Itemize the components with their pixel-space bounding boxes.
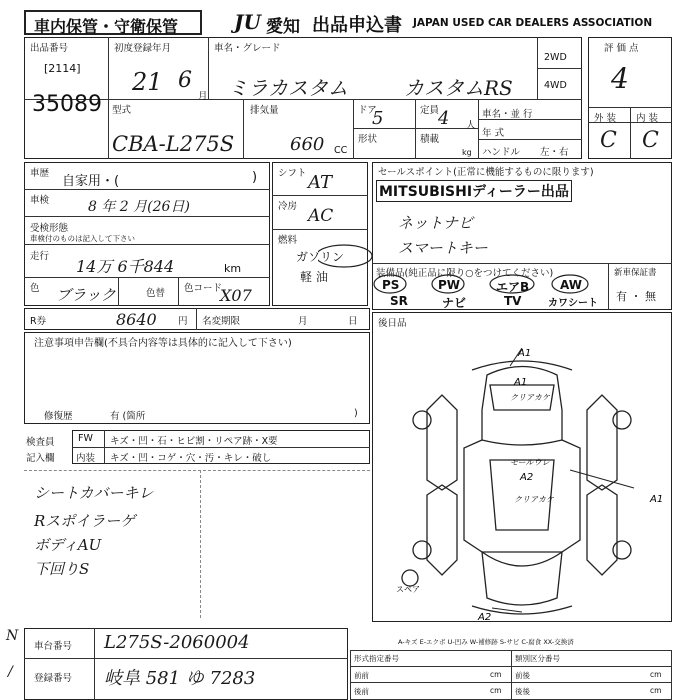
note-2: Rスポイラーゲ xyxy=(34,512,136,530)
receive-note: 車検付のものは記入して下さい xyxy=(30,234,135,243)
plate-value: 岐阜 581 ゆ 7283 xyxy=(104,668,256,689)
name-change-label: 名変期限 xyxy=(202,316,241,327)
repair-value: 有 (箇所 xyxy=(110,411,146,422)
repair-label: 修復歴 xyxy=(44,411,73,422)
first-reg-year: 21 xyxy=(132,68,163,96)
model-value: CBA-L275S xyxy=(112,132,235,156)
yen-unit: 円 xyxy=(178,316,188,327)
tax-label: R券 xyxy=(30,316,47,327)
model-year-label: 年 式 xyxy=(482,128,505,139)
equip-sr: SR xyxy=(390,294,408,308)
ac-label: 冷房 xyxy=(278,201,298,212)
selling-title: セールスポイント(正常に機能するものに限ります) xyxy=(378,167,594,178)
displacement-value: 660 xyxy=(290,134,325,155)
score-value: 4 xyxy=(611,62,629,95)
equip-ps: PS xyxy=(382,278,400,292)
mileage-label: 走行 xyxy=(30,251,50,262)
model-label: 型式 xyxy=(112,105,132,116)
mileage-value: 14万 6千844 xyxy=(76,257,175,276)
doors-value: 5 xyxy=(372,108,384,129)
fuel-circle xyxy=(318,242,378,272)
fuel-light: 軽 油 xyxy=(300,270,328,284)
cm-unit-1: cm xyxy=(490,670,502,679)
inspector-row1-text: キズ・凹・石・ヒビ割・リペア跡・X要 xyxy=(110,436,278,447)
storage-badge xyxy=(24,10,202,35)
dealer-note: MITSUBISHIディーラー出品 xyxy=(376,180,572,202)
lot-number: 35089 xyxy=(32,92,102,117)
equip-pw: PW xyxy=(438,278,461,292)
color-value: ブラック xyxy=(56,286,116,304)
doors-label: ドア xyxy=(358,105,377,116)
note-1: シートカバーキレ xyxy=(34,484,154,502)
tax-block xyxy=(24,308,370,330)
ext-grade: C xyxy=(600,128,617,153)
score-label: 評 価 点 xyxy=(604,43,639,54)
new-car-label: 新車保証書 xyxy=(614,268,657,278)
car-grade: カスタムRS xyxy=(404,76,513,100)
name-change-month: 月 xyxy=(298,316,308,327)
cc-unit: CC xyxy=(334,145,348,156)
use-value: 自家用・( xyxy=(62,174,120,189)
equip-leather-seat: カワシート xyxy=(548,298,598,309)
color-label: 色 xyxy=(30,283,40,294)
people-unit: 人 xyxy=(466,120,476,131)
damage-label-9: スペア xyxy=(396,585,420,594)
shift-label: シフト xyxy=(278,168,307,179)
use-close: ) xyxy=(252,170,258,185)
later-label: 後日品 xyxy=(378,318,407,329)
inspector-row2-tag: 内装 xyxy=(76,453,96,464)
lot-label: 出品番号 xyxy=(30,43,69,54)
color-code-label: 色コード xyxy=(184,283,223,294)
cm-unit-4: cm xyxy=(650,686,662,695)
tax-value: 8640 xyxy=(116,310,157,329)
equip-airbag: エアB xyxy=(496,280,530,294)
lot-bracket: [2114] xyxy=(44,62,81,75)
form-field-4: 前後 xyxy=(515,671,530,680)
color-code: X07 xyxy=(220,286,252,305)
receive-label: 受検形態 xyxy=(30,223,69,234)
caution-title: 注意事項申告欄(不具合内容等は具体的に記入して下さい) xyxy=(34,338,292,349)
handle-value: 左・右 xyxy=(540,147,569,158)
english-title: JAPAN USED CAR DEALERS ASSOCIATION xyxy=(413,17,653,29)
inspector-label: 検査員 xyxy=(26,437,55,448)
damage-label-6: クリアカケ xyxy=(514,495,554,504)
new-car-value: 有 ・ 無 xyxy=(616,290,656,303)
note-4: 下回りS xyxy=(34,560,90,578)
first-reg-label: 初度登録年月 xyxy=(114,43,172,54)
damage-label-3: クリアカケ xyxy=(510,393,550,402)
cm-unit-3: cm xyxy=(490,686,502,695)
note-3: ボディAU xyxy=(34,536,102,554)
car-name: ミラカスタム xyxy=(228,76,348,100)
equip-tv: TV xyxy=(504,294,522,308)
cm-unit-2: cm xyxy=(650,670,662,679)
shape-label: 形状 xyxy=(358,134,378,145)
selling-note-1: ネットナビ xyxy=(398,214,474,232)
km-unit: km xyxy=(224,262,242,275)
name-change-day: 日 xyxy=(348,316,358,327)
inspector-fill-label: 記入欄 xyxy=(26,453,55,464)
inspection-value: 8 年 2 月(26日) xyxy=(88,199,190,215)
margin-n: N xyxy=(6,628,19,644)
parallel-label: 車名・並 行 xyxy=(482,109,533,120)
equip-circles xyxy=(372,270,608,298)
ext-label: 外 装 xyxy=(594,113,617,124)
form-field-6: 後後 xyxy=(515,687,530,696)
form-field-1: 形式指定番号 xyxy=(354,654,399,663)
displacement-label: 排気量 xyxy=(250,105,279,116)
form-title: 出品申込書 xyxy=(312,15,402,36)
form-field-2: 類別区分番号 xyxy=(515,654,560,663)
chassis-value: L275S-2060004 xyxy=(104,632,250,653)
capacity-label: 定員 xyxy=(420,105,440,116)
shift-value: AT xyxy=(308,172,333,193)
damage-label-7: A1 xyxy=(650,494,664,505)
drive-2wd: 2WD xyxy=(544,52,567,63)
equip-aw: AW xyxy=(560,278,582,292)
form-field-3: 前前 xyxy=(354,671,369,680)
equip-navi: ナビ xyxy=(442,296,467,310)
storage-badge-text: 車内保管・守衛保管 xyxy=(34,17,179,36)
use-label: 車歴 xyxy=(30,168,50,179)
load-label: 積載 xyxy=(420,134,440,145)
car-name-label: 車名・グレード xyxy=(214,43,281,54)
margin-mark: / xyxy=(8,664,13,680)
int-label: 内 装 xyxy=(636,113,659,124)
repair-close: ) xyxy=(354,408,358,419)
car-diagram xyxy=(372,330,672,620)
drive-4wd: 4WD xyxy=(544,80,567,91)
form-field-5: 後前 xyxy=(354,687,369,696)
inspector-row2-text: キズ・凹・コゲ・穴・汚・キレ・破し xyxy=(110,453,272,464)
selling-note-2: スマートキー xyxy=(398,239,488,257)
damage-label-8: A2 xyxy=(478,612,492,620)
first-reg-month: 6 xyxy=(178,68,192,93)
ju-logo: JU xyxy=(234,10,261,34)
ac-value: AC xyxy=(308,206,334,226)
damage-label-5: A2 xyxy=(520,472,534,483)
diagram-legend: A-キズ E-エクボ U-凹み W-補修跡 S-サビ C-腐食 XX-交換済 xyxy=(398,638,574,646)
damage-label-1: A1 xyxy=(518,348,532,359)
handle-label: ハンドル xyxy=(482,147,521,158)
inspector-row1-tag: FW xyxy=(78,433,93,444)
capacity-value: 4 xyxy=(438,108,450,129)
plate-label: 登録番号 xyxy=(34,673,73,684)
int-grade: C xyxy=(642,128,659,153)
fuel-gas: ガソリン xyxy=(296,250,345,264)
damage-label-2: A1 xyxy=(514,377,528,388)
fuel-label: 燃料 xyxy=(278,235,298,246)
chassis-label: 車台番号 xyxy=(34,641,73,652)
color-swap-label: 色替 xyxy=(146,288,166,299)
month-unit: 月 xyxy=(198,91,208,102)
damage-label-4: モールウレ xyxy=(510,458,550,467)
org-name: 愛知 xyxy=(266,17,300,37)
kg-unit: kg xyxy=(462,148,472,157)
equip-title: 装備品(純正品に限り○をつけてください) xyxy=(376,268,554,279)
inspection-label: 車検 xyxy=(30,195,50,206)
